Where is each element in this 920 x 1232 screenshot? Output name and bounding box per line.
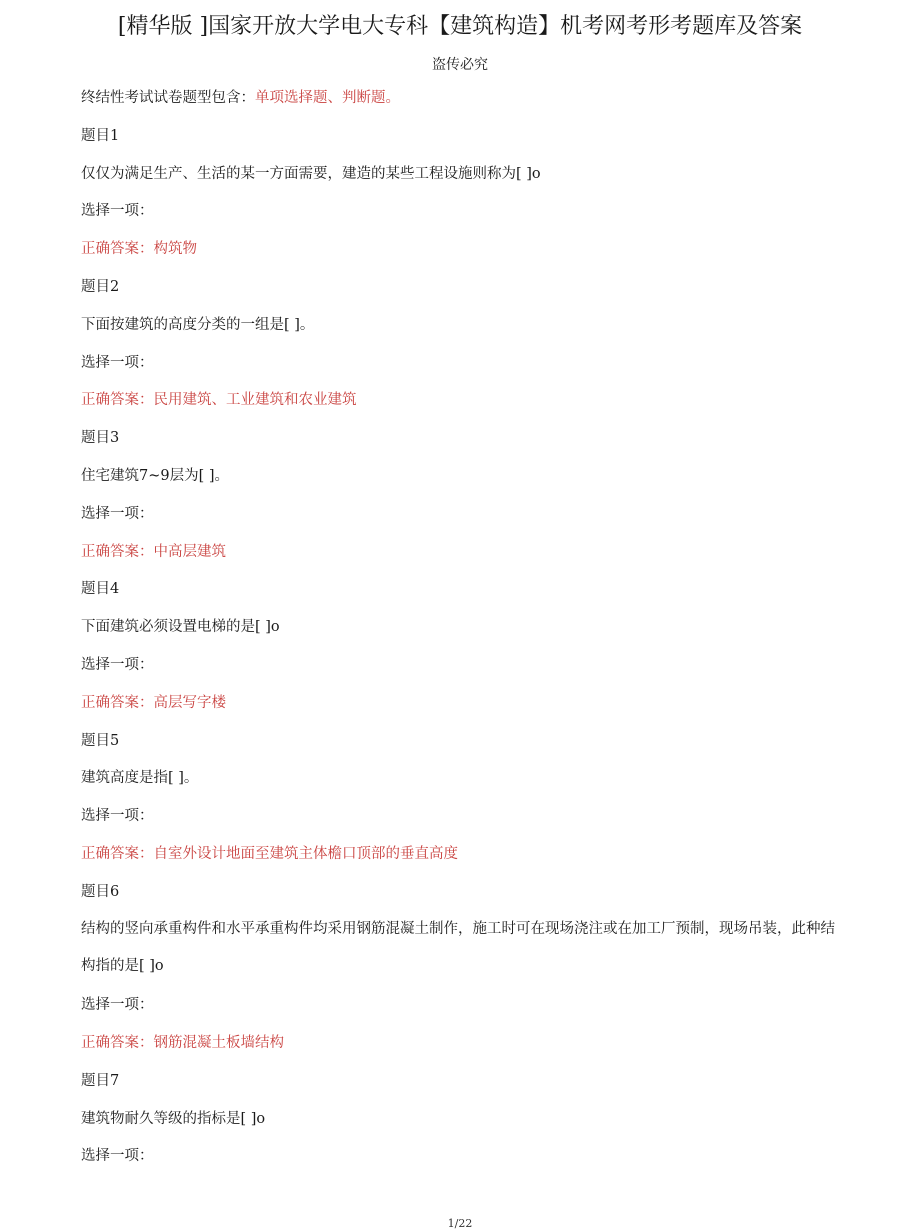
question-heading: 题目3 <box>81 430 120 447</box>
answer-line <box>81 1031 841 1055</box>
answer-label: 正确答案： <box>81 1034 154 1051</box>
document-body <box>81 86 841 1182</box>
question-text: 结构的竖向承重构件和水平承重构件均采用钢筋混凝土制作，施工时可在现场浇注或在加工厂预制，现场吊装，此种结构指的是[ ]o <box>81 920 835 975</box>
answer-value: 民用建筑、工业建筑和农业建筑 <box>153 392 357 409</box>
question-text: 建筑物耐久等级的指标是[ ]o <box>81 1110 266 1127</box>
answer-value: 高层写字楼 <box>153 694 226 711</box>
question-text: 下面建筑必须设置电梯的是[ ]o <box>81 619 280 636</box>
answer-value: 中高层建筑 <box>153 543 226 560</box>
page-number: 1/22 <box>447 1217 473 1230</box>
question-text: 仅仅为满足生产、生活的某一方面需要，建造的某些工程设施则称为[ ]o <box>81 165 541 182</box>
page-subtitle: 盗传必究 <box>432 57 488 73</box>
question-heading: 题目5 <box>81 732 120 749</box>
choose-label: 选择一项： <box>81 354 154 371</box>
answer-label: 正确答案： <box>81 392 154 409</box>
choose-label: 选择一项： <box>81 203 154 220</box>
answer-label: 正确答案： <box>81 845 154 862</box>
answer-line <box>81 388 841 412</box>
question-heading: 题目4 <box>81 581 120 598</box>
answer-label: 正确答案： <box>81 543 154 560</box>
question-text: 住宅建筑7~9层为[ ]。 <box>81 467 230 484</box>
question-heading: 题目6 <box>81 883 120 900</box>
answer-line <box>81 540 841 564</box>
question-heading: 题目7 <box>81 1072 120 1089</box>
choose-label: 选择一项： <box>81 997 154 1014</box>
choose-label: 选择一项： <box>81 808 154 825</box>
page-title: [精华版 ]国家开放大学电大专科【建筑构造】机考网考形考题库及答案 <box>117 14 803 39</box>
answer-value: 构筑物 <box>153 241 197 258</box>
question-text: 建筑高度是指[ ]。 <box>81 770 199 787</box>
intro-types: 单项选择题、判断题。 <box>255 90 400 106</box>
choose-label: 选择一项： <box>81 505 154 522</box>
answer-line <box>81 842 841 866</box>
answer-line <box>81 691 841 715</box>
intro-label: 终结性考试试卷题型包含： <box>81 90 255 106</box>
choose-label: 选择一项： <box>81 656 154 673</box>
question-heading: 题目1 <box>81 127 120 144</box>
intro-line <box>81 86 841 110</box>
choose-label: 选择一项： <box>81 1148 154 1165</box>
answer-label: 正确答案： <box>81 694 154 711</box>
question-text: 下面按建筑的高度分类的一组是[ ]。 <box>81 316 315 333</box>
question-heading: 题目2 <box>81 278 120 295</box>
answer-label: 正确答案： <box>81 241 154 258</box>
answer-line <box>81 237 841 261</box>
answer-value: 自室外设计地面至建筑主体檐口顶部的垂直高度 <box>153 845 458 862</box>
answer-value: 钢筋混凝土板墙结构 <box>153 1034 284 1051</box>
